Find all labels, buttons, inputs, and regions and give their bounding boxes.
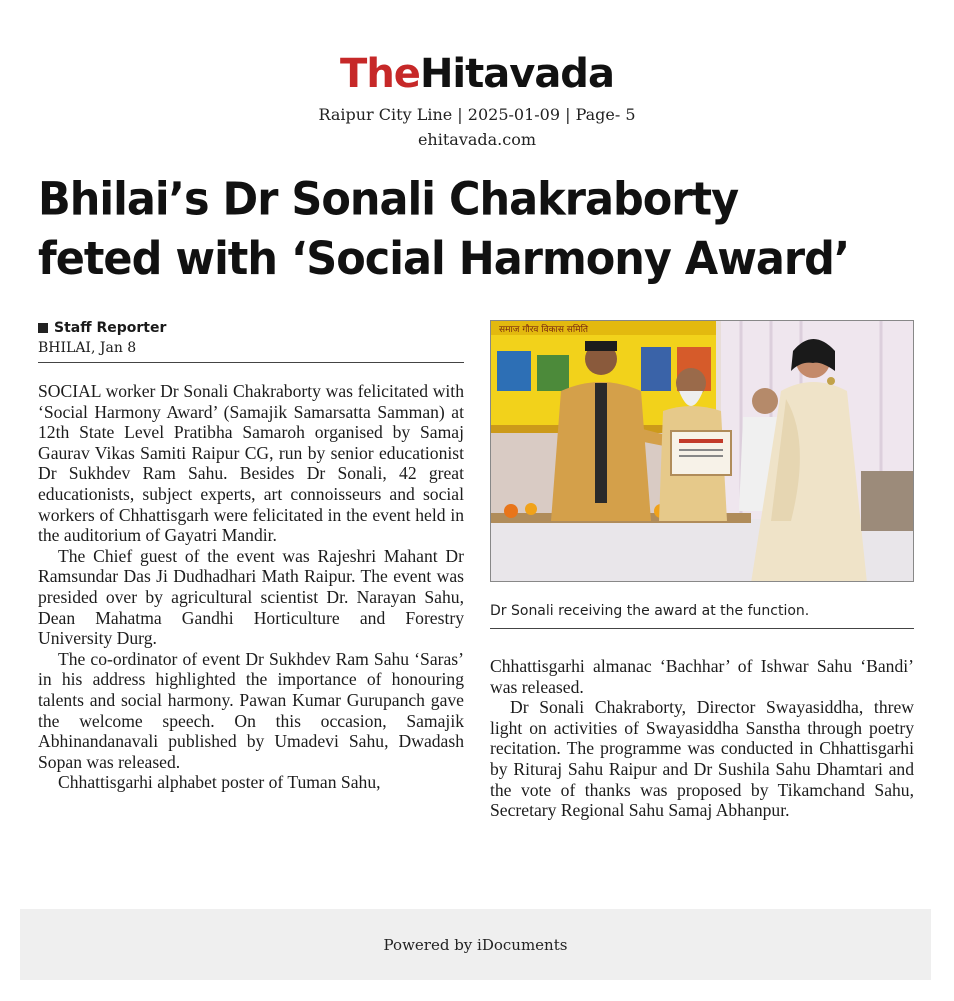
dateline: BHILAI, Jan 8 [38, 338, 464, 363]
reporter-name: Staff Reporter [54, 320, 167, 336]
footer-bar [20, 909, 931, 980]
bullet-square-icon [38, 323, 48, 333]
paragraph: The co-ordinator of event Dr Sukhdev Ram Sahu ‘Saras’ in his address highlighted the importance of honouring talents and social harmony. Pawan Kumar Gurupanch gave the welcome speech. On this occasion, Samajik Abhinandanavali published by Umadevi Sahu, Dwadash Sopan was released. [38, 648, 464, 772]
powered-by-link[interactable]: Powered by iDocuments [383, 935, 568, 954]
masthead-logo [0, 50, 954, 98]
paragraph: Dr Sonali Chakraborty, Director Swayasiddha, threw light on activities of Swayasiddha Sanstha through poetry recitation. The programme was conducted in Chhattisgarhi by Rituraj Sahu Raipur and Dr Sushila Sahu Dhamtari and the vote of thanks was proposed by Tikamchand Sahu, Secretary Regional Sahu Samaj Abhanpur. [490, 697, 914, 821]
edition-info: Raipur City Line | 2025-01-09 | Page- 5 [318, 105, 636, 124]
banner-text: समाज गौरव विकास समिति [499, 325, 589, 335]
masthead-the: The [340, 51, 420, 97]
photo-caption: Dr Sonali receiving the award at the function. [490, 601, 914, 629]
paragraph: SOCIAL worker Dr Sonali Chakraborty was felicitated with ‘Social Harmony Award’ (Samajik Samarsatta Samman) at 12th State Level Pratibha Samaroh organised by Samaj Gaurav Vikas Samiti Raipur CG, run by senior educationist Dr Sukhdev Ram Sahu. Besides Dr Sonali, 42 great educationists, subject experts, art connoisseurs and social workers of Chhattisgarh were felicitated in the event held in the auditorium of Gayatri Mandir. [38, 381, 464, 546]
paragraph: The Chief guest of the event was Rajeshri Mahant Dr Ramsundar Das Ji Dudhadhari Math Raipur. The event was presided over by agricultural scientist Dr. Narayan Sahu, Dean Mahatma Gandhi Horticulture and Forestry University Durg. [38, 545, 464, 649]
byline [38, 318, 464, 363]
masthead-name: Hitavada [419, 51, 614, 97]
headline [38, 170, 918, 289]
award-ceremony-photo [491, 321, 914, 582]
paragraph: Chhattisgarhi alphabet poster of Tuman Sahu, [58, 772, 381, 793]
headline-line-2: feted with ‘Social Harmony Award’ [38, 232, 850, 286]
article-column-2 [490, 656, 914, 821]
paragraph: Chhattisgarhi almanac ‘Bachhar’ of Ishwar Sahu ‘Bandi’ was released. [490, 656, 914, 697]
article-column-1 [38, 381, 464, 793]
article-photo [490, 320, 914, 582]
headline-line-1: Bhilai’s Dr Sonali Chakraborty [38, 173, 739, 227]
site-link[interactable]: ehitavada.com [417, 130, 537, 149]
